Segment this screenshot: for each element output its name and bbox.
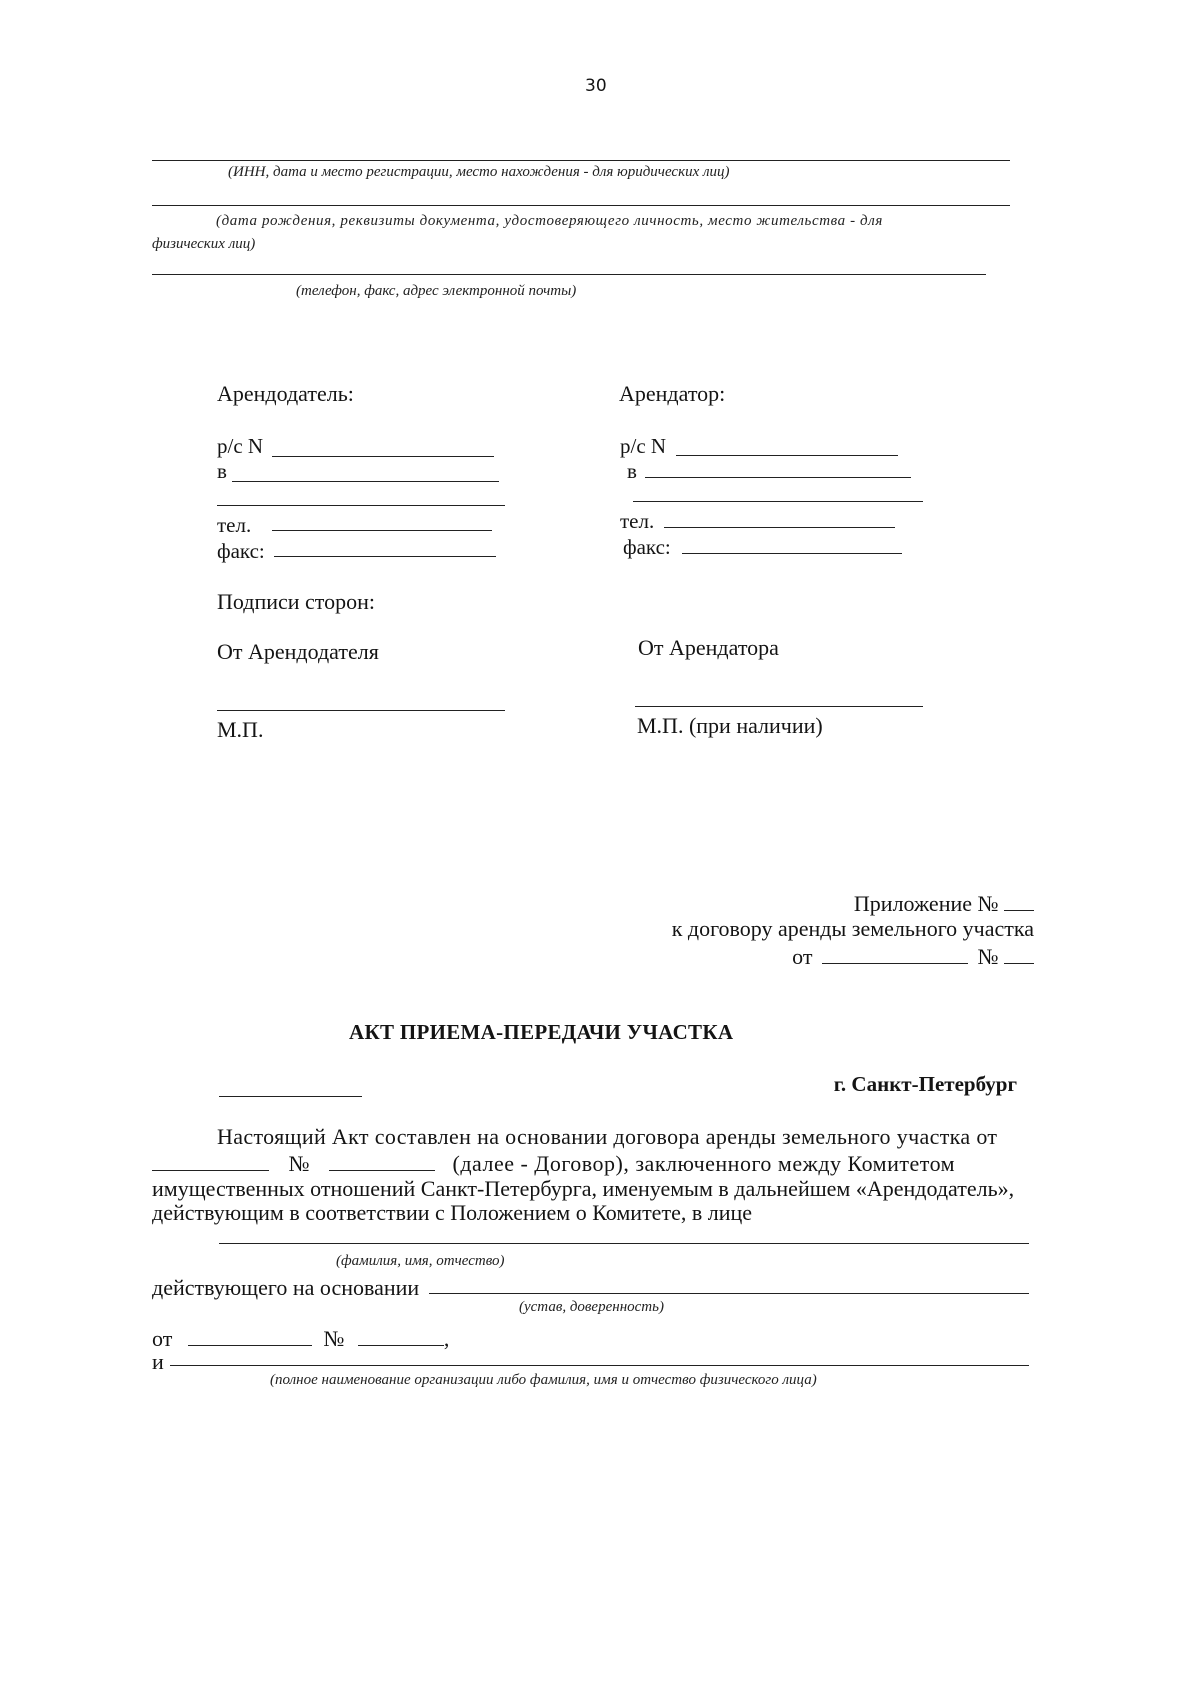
contract-rest-text: (далее - Договор), заключенного между Комитетом (452, 1151, 956, 1176)
landlord-bank-field[interactable] (232, 481, 499, 482)
appendix-contract-label: к договору аренды земельного участка (671, 916, 1034, 941)
landlord-signature-line[interactable] (217, 710, 505, 711)
tenant-phone-field[interactable] (664, 527, 895, 528)
contract-no-field[interactable] (329, 1150, 435, 1171)
appendix-date-row (792, 943, 1034, 970)
basis-no-field[interactable] (358, 1325, 444, 1346)
appendix-number-field[interactable] (1004, 890, 1034, 911)
tenant-account-label: р/с N (620, 434, 667, 458)
tenant-fax-label: факс: (623, 535, 671, 559)
counterparty-name-field[interactable] (170, 1365, 1029, 1366)
caption-fio: (фамилия, имя, отчество) (336, 1253, 505, 1269)
act-date-field[interactable] (219, 1096, 362, 1097)
from-tenant-label: От Арендатора (638, 635, 779, 660)
appendix-number-text: Приложение № (853, 891, 999, 916)
caption-legal-entity: (ИНН, дата и место регистрации, место нахождения - для юридических лиц) (228, 164, 730, 180)
act-city: г. Санкт-Петербург (833, 1072, 1017, 1096)
from-landlord-label: От Арендодателя (217, 639, 379, 664)
appendix-no-label: № (977, 944, 999, 969)
landlord-fax-label: факс: (217, 539, 265, 563)
landlord-account-label: р/с N (217, 434, 264, 458)
signatures-heading: Подписи сторон: (217, 589, 376, 614)
and-label: и (152, 1349, 164, 1374)
legal-entity-line (152, 160, 1010, 161)
representative-fio-field[interactable] (219, 1243, 1029, 1244)
basis-date-field[interactable] (188, 1325, 312, 1346)
contract-no-label: № (288, 1151, 310, 1176)
basis-date-row (152, 1325, 449, 1352)
landlord-bank-label: в (217, 459, 227, 483)
page-number: 30 (585, 76, 607, 96)
acting-on-basis-field[interactable] (429, 1293, 1029, 1294)
act-paragraph-line-2 (152, 1150, 955, 1177)
tenant-title: Арендатор: (619, 381, 726, 406)
act-paragraph-line-1: Настоящий Акт составлен на основании договора аренды земельного участка от (217, 1124, 998, 1149)
tenant-phone-label: тел. (620, 509, 655, 533)
tenant-seal-label: М.П. (при наличии) (637, 713, 823, 738)
tenant-bank-field-extra[interactable] (633, 501, 923, 502)
landlord-fax-field[interactable] (274, 556, 496, 557)
tenant-bank-label: в (627, 459, 637, 483)
basis-no-label: № (323, 1326, 345, 1351)
landlord-account-field[interactable] (272, 456, 494, 457)
natural-person-line (152, 205, 1010, 206)
tenant-signature-line[interactable] (635, 706, 923, 707)
landlord-seal-label: М.П. (217, 717, 264, 742)
caption-natural-person-1: (дата рождения, реквизиты документа, удостоверяющего личность, место жительства - для (216, 213, 883, 229)
appendix-date-field[interactable] (822, 943, 968, 964)
acting-on-basis-label: действующего на основании (152, 1275, 420, 1300)
appendix-number-label (854, 890, 1034, 917)
landlord-bank-field-extra[interactable] (217, 505, 505, 506)
basis-comma: , (443, 1326, 450, 1351)
tenant-fax-field[interactable] (682, 553, 902, 554)
act-paragraph-line-3: имущественных отношений Санкт-Петербурга, именуемым в дальнейшем «Арендодатель», (152, 1176, 1015, 1201)
caption-basis: (устав, доверенность) (519, 1299, 664, 1315)
landlord-phone-label: тел. (217, 513, 252, 537)
tenant-bank-field[interactable] (645, 477, 911, 478)
landlord-phone-field[interactable] (272, 530, 492, 531)
appendix-from-label: от (792, 944, 813, 969)
act-paragraph-line-4: действующим в соответствии с Положением о Комитете, в лице (152, 1200, 753, 1225)
appendix-no-field[interactable] (1004, 943, 1034, 964)
caption-natural-person-2: физических лиц) (152, 236, 256, 252)
contract-date-field[interactable] (152, 1150, 269, 1171)
basis-from-label: от (152, 1326, 173, 1351)
landlord-title: Арендодатель: (217, 381, 354, 406)
contacts-line (152, 274, 986, 275)
caption-full-name: (полное наименование организации либо фамилия, имя и отчество физического лица) (270, 1372, 817, 1388)
act-title: АКТ ПРИЕМА-ПЕРЕДАЧИ УЧАСТКА (349, 1020, 734, 1044)
caption-contacts: (телефон, факс, адрес электронной почты) (296, 283, 577, 299)
tenant-account-field[interactable] (676, 455, 898, 456)
